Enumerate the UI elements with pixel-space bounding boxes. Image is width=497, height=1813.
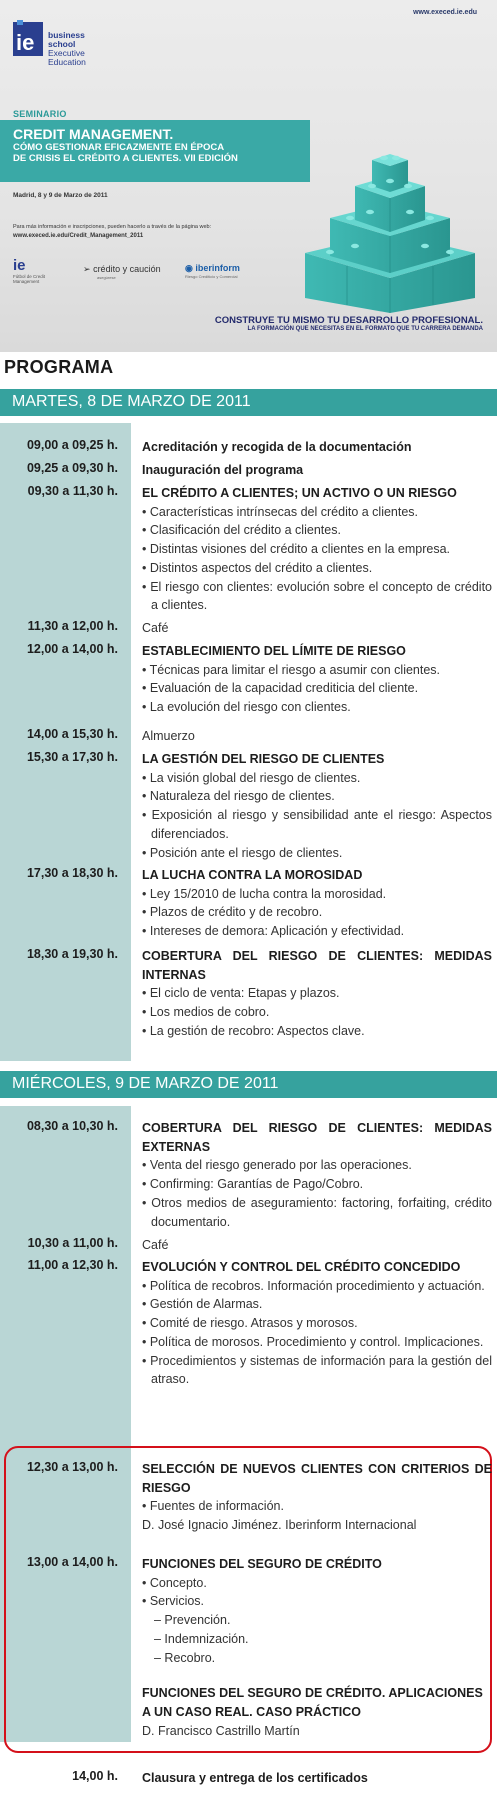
bullet-item: • Posición ante el riesgo de clientes. xyxy=(142,845,343,860)
bullet-item: • Concepto. xyxy=(142,1575,207,1590)
tagline-sub: LA FORMACIÓN QUE NECESITAS EN EL FORMATO QUE TU CARRERA DEMANDA xyxy=(247,326,483,332)
row-title: EVOLUCIÓN Y CONTROL DEL CRÉDITO CONCEDIDO xyxy=(142,1260,461,1274)
row-title: COBERTURA DEL RIESGO DE CLIENTES: MEDIDAS INTERNAS xyxy=(142,949,492,982)
header-banner xyxy=(0,0,497,352)
sponsor-ie-logo: ie Fútbol de Credit Management xyxy=(13,257,46,284)
bullet-item: • Procedimientos y sistemas de información para la gestión del atraso. xyxy=(142,1353,492,1387)
bullet-item: • La visión global del riesgo de clientes. xyxy=(142,770,361,785)
tagline-block xyxy=(215,315,483,332)
bullet-item: • El riesgo con clientes: evolución sobre el concepto de crédito a clientes. xyxy=(142,579,492,613)
row-title: EL CRÉDITO A CLIENTES; UN ACTIVO O UN RIESGO xyxy=(142,486,457,500)
row-time: 14,00 a 15,30 h. xyxy=(26,727,118,741)
row-time: 13,00 a 14,00 h. xyxy=(26,1555,118,1569)
bullet-item: • Política de morosos. Procedimiento y control. Implicaciones. xyxy=(142,1334,484,1349)
sub-item: – Recobro. xyxy=(154,1650,216,1665)
bullet-item: • Técnicas para limitar el riesgo a asumir con clientes. xyxy=(142,662,441,677)
time-column-day1 xyxy=(0,423,131,1061)
bullet-item: • Fuentes de información. xyxy=(142,1499,284,1514)
row-time: 11,00 a 12,30 h. xyxy=(27,1258,118,1272)
info-text: Para más información e inscripciones, pueden hacerlo a través de la página web: xyxy=(13,224,212,230)
logo-line-3: Executive Education xyxy=(48,48,86,67)
ie-logo-icon xyxy=(13,20,49,58)
day-header-miercoles: MIÉRCOLES, 9 DE MARZO DE 2011 xyxy=(0,1071,497,1098)
bullet-item: • Ley 15/2010 de lucha contra la morosidad. xyxy=(142,886,387,901)
seminar-label: SEMINARIO xyxy=(13,109,67,119)
bullet-item: • El ciclo de venta: Etapas y plazos. xyxy=(142,986,340,1001)
row-break: Almuerzo xyxy=(142,729,195,743)
row-title: COBERTURA DEL RIESGO DE CLIENTES: MEDIDAS EXTERNAS xyxy=(142,1121,492,1154)
bullet-item: • Distintos aspectos del crédito a clientes. xyxy=(142,560,373,575)
bullet-item: • Clasificación del crédito a clientes. xyxy=(142,523,341,538)
bullet-item: • Gestión de Alarmas. xyxy=(142,1297,263,1312)
sponsor-credito-caucion-logo: ➢ crédito y caución asegúrese xyxy=(83,264,161,280)
seminar-subtitle-1: CÓMO GESTIONAR EFICAZMENTE EN ÉPOCA xyxy=(13,142,225,153)
row-break: Café xyxy=(142,621,169,635)
bullet-item: • Naturaleza del riesgo de clientes. xyxy=(142,789,335,804)
bullet-item: • Venta del riesgo generado por las operaciones. xyxy=(142,1158,412,1173)
row-title: Acreditación y recogida de la documentación xyxy=(142,440,412,454)
seminar-date: Madrid, 8 y 9 de Marzo de 2011 xyxy=(13,192,108,199)
arrow-icon: ➢ xyxy=(83,264,91,274)
bullet-item: • Características intrínsecas del crédito a clientes. xyxy=(142,504,419,519)
bullet-item: • Evaluación de la capacidad crediticia del cliente. xyxy=(142,681,419,696)
row-time: 12,30 a 13,00 h. xyxy=(26,1460,118,1474)
swirl-icon: ◉ xyxy=(185,263,193,273)
speaker-name: D. Francisco Castrillo Martín xyxy=(142,1723,300,1738)
seminar-title-box xyxy=(0,120,310,182)
bullet-item: • Distintas visiones del crédito a clientes en la empresa. xyxy=(142,542,450,557)
speaker-name: D. José Ignacio Jiménez. Iberinform Internacional xyxy=(142,1518,417,1533)
tagline-main: CONSTRUYE TU MISMO TU DESARROLLO PROFESIONAL. xyxy=(214,315,483,326)
row-time: 09,30 a 11,30 h. xyxy=(27,484,118,498)
lego-blocks-image xyxy=(300,148,480,313)
svg-text:ie: ie xyxy=(16,30,35,55)
row-time: 09,00 a 09,25 h. xyxy=(26,438,118,452)
row-title-2: FUNCIONES DEL SEGURO DE CRÉDITO. APLICACIONES A UN CASO REAL. CASO PRÁCTICO xyxy=(142,1686,483,1719)
row-title: LA LUCHA CONTRA LA MOROSIDAD xyxy=(142,868,363,882)
row-time: 17,30 a 18,30 h. xyxy=(26,866,118,880)
row-time: 11,30 a 12,00 h. xyxy=(27,619,118,633)
bullet-item: • La evolución del riesgo con clientes. xyxy=(142,700,351,715)
bullet-item: • Intereses de demora: Aplicación y efectividad. xyxy=(142,924,405,939)
row-title: Inauguración del programa xyxy=(142,463,304,477)
sub-item: – Prevención. xyxy=(154,1613,231,1628)
row-title: LA GESTIÓN DEL RIESGO DE CLIENTES xyxy=(142,752,385,766)
logo-line-1: business xyxy=(48,30,85,40)
bullet-item: • Plazos de crédito y de recobro. xyxy=(142,905,323,920)
row-time: 15,30 a 17,30 h. xyxy=(26,750,118,764)
bullet-item: • Exposición al riesgo y sensibilidad ante el riesgo: Aspectos diferenciados. xyxy=(142,808,492,841)
info-url-link[interactable]: www.execed.ie.edu/Credit_Management_2011 xyxy=(13,233,144,239)
sponsor-iberinform-logo: ◉ iberinform Riesgo Crediticio y Comercial xyxy=(185,263,240,279)
bullet-item: • Otros medios de aseguramiento: factoring, forfaiting, crédito documentario. xyxy=(142,1195,492,1229)
bullet-item: • Política de recobros. Información procedimiento y actuación. xyxy=(142,1278,485,1293)
programa-heading: PROGRAMA xyxy=(4,357,114,377)
bullet-item: • Confirming: Garantías de Pago/Cobro. xyxy=(142,1177,364,1192)
day-header-martes: MARTES, 8 DE MARZO DE 2011 xyxy=(0,389,497,416)
row-title: SELECCIÓN DE NUEVOS CLIENTES CON CRITERIOS DE RIESGO xyxy=(142,1462,492,1495)
bullet-item: • Servicios. xyxy=(142,1594,205,1609)
ie-business-school-logo xyxy=(13,20,123,67)
row-break: Café xyxy=(142,1238,169,1252)
sub-item: – Indemnización. xyxy=(154,1631,249,1646)
row-title: Clausura y entrega de los certificados xyxy=(142,1771,368,1785)
row-title: FUNCIONES DEL SEGURO DE CRÉDITO xyxy=(142,1557,382,1571)
row-time: 18,30 a 19,30 h. xyxy=(26,947,118,961)
bullet-item: • Los medios de cobro. xyxy=(142,1005,270,1020)
row-time: 08,30 a 10,30 h. xyxy=(26,1119,118,1133)
seminar-title: CREDIT MANAGEMENT. xyxy=(13,126,174,142)
seminar-subtitle-2: DE CRISIS EL CRÉDITO A CLIENTES. VII EDICIÓN xyxy=(13,153,238,164)
row-time: 10,30 a 11,00 h. xyxy=(27,1236,118,1250)
row-time: 12,00 a 14,00 h. xyxy=(26,642,118,656)
logo-line-2: school xyxy=(48,39,76,49)
bullet-item: • Comité de riesgo. Atrasos y morosos. xyxy=(142,1316,358,1331)
bullet-item: • La gestión de recobro: Aspectos clave. xyxy=(142,1023,365,1038)
row-title: ESTABLECIMIENTO DEL LÍMITE DE RIESGO xyxy=(142,644,406,658)
row-time: 09,25 a 09,30 h. xyxy=(26,461,118,475)
row-time: 14,00 h. xyxy=(72,1769,118,1783)
website-url[interactable]: www.execed.ie.edu xyxy=(413,9,477,16)
